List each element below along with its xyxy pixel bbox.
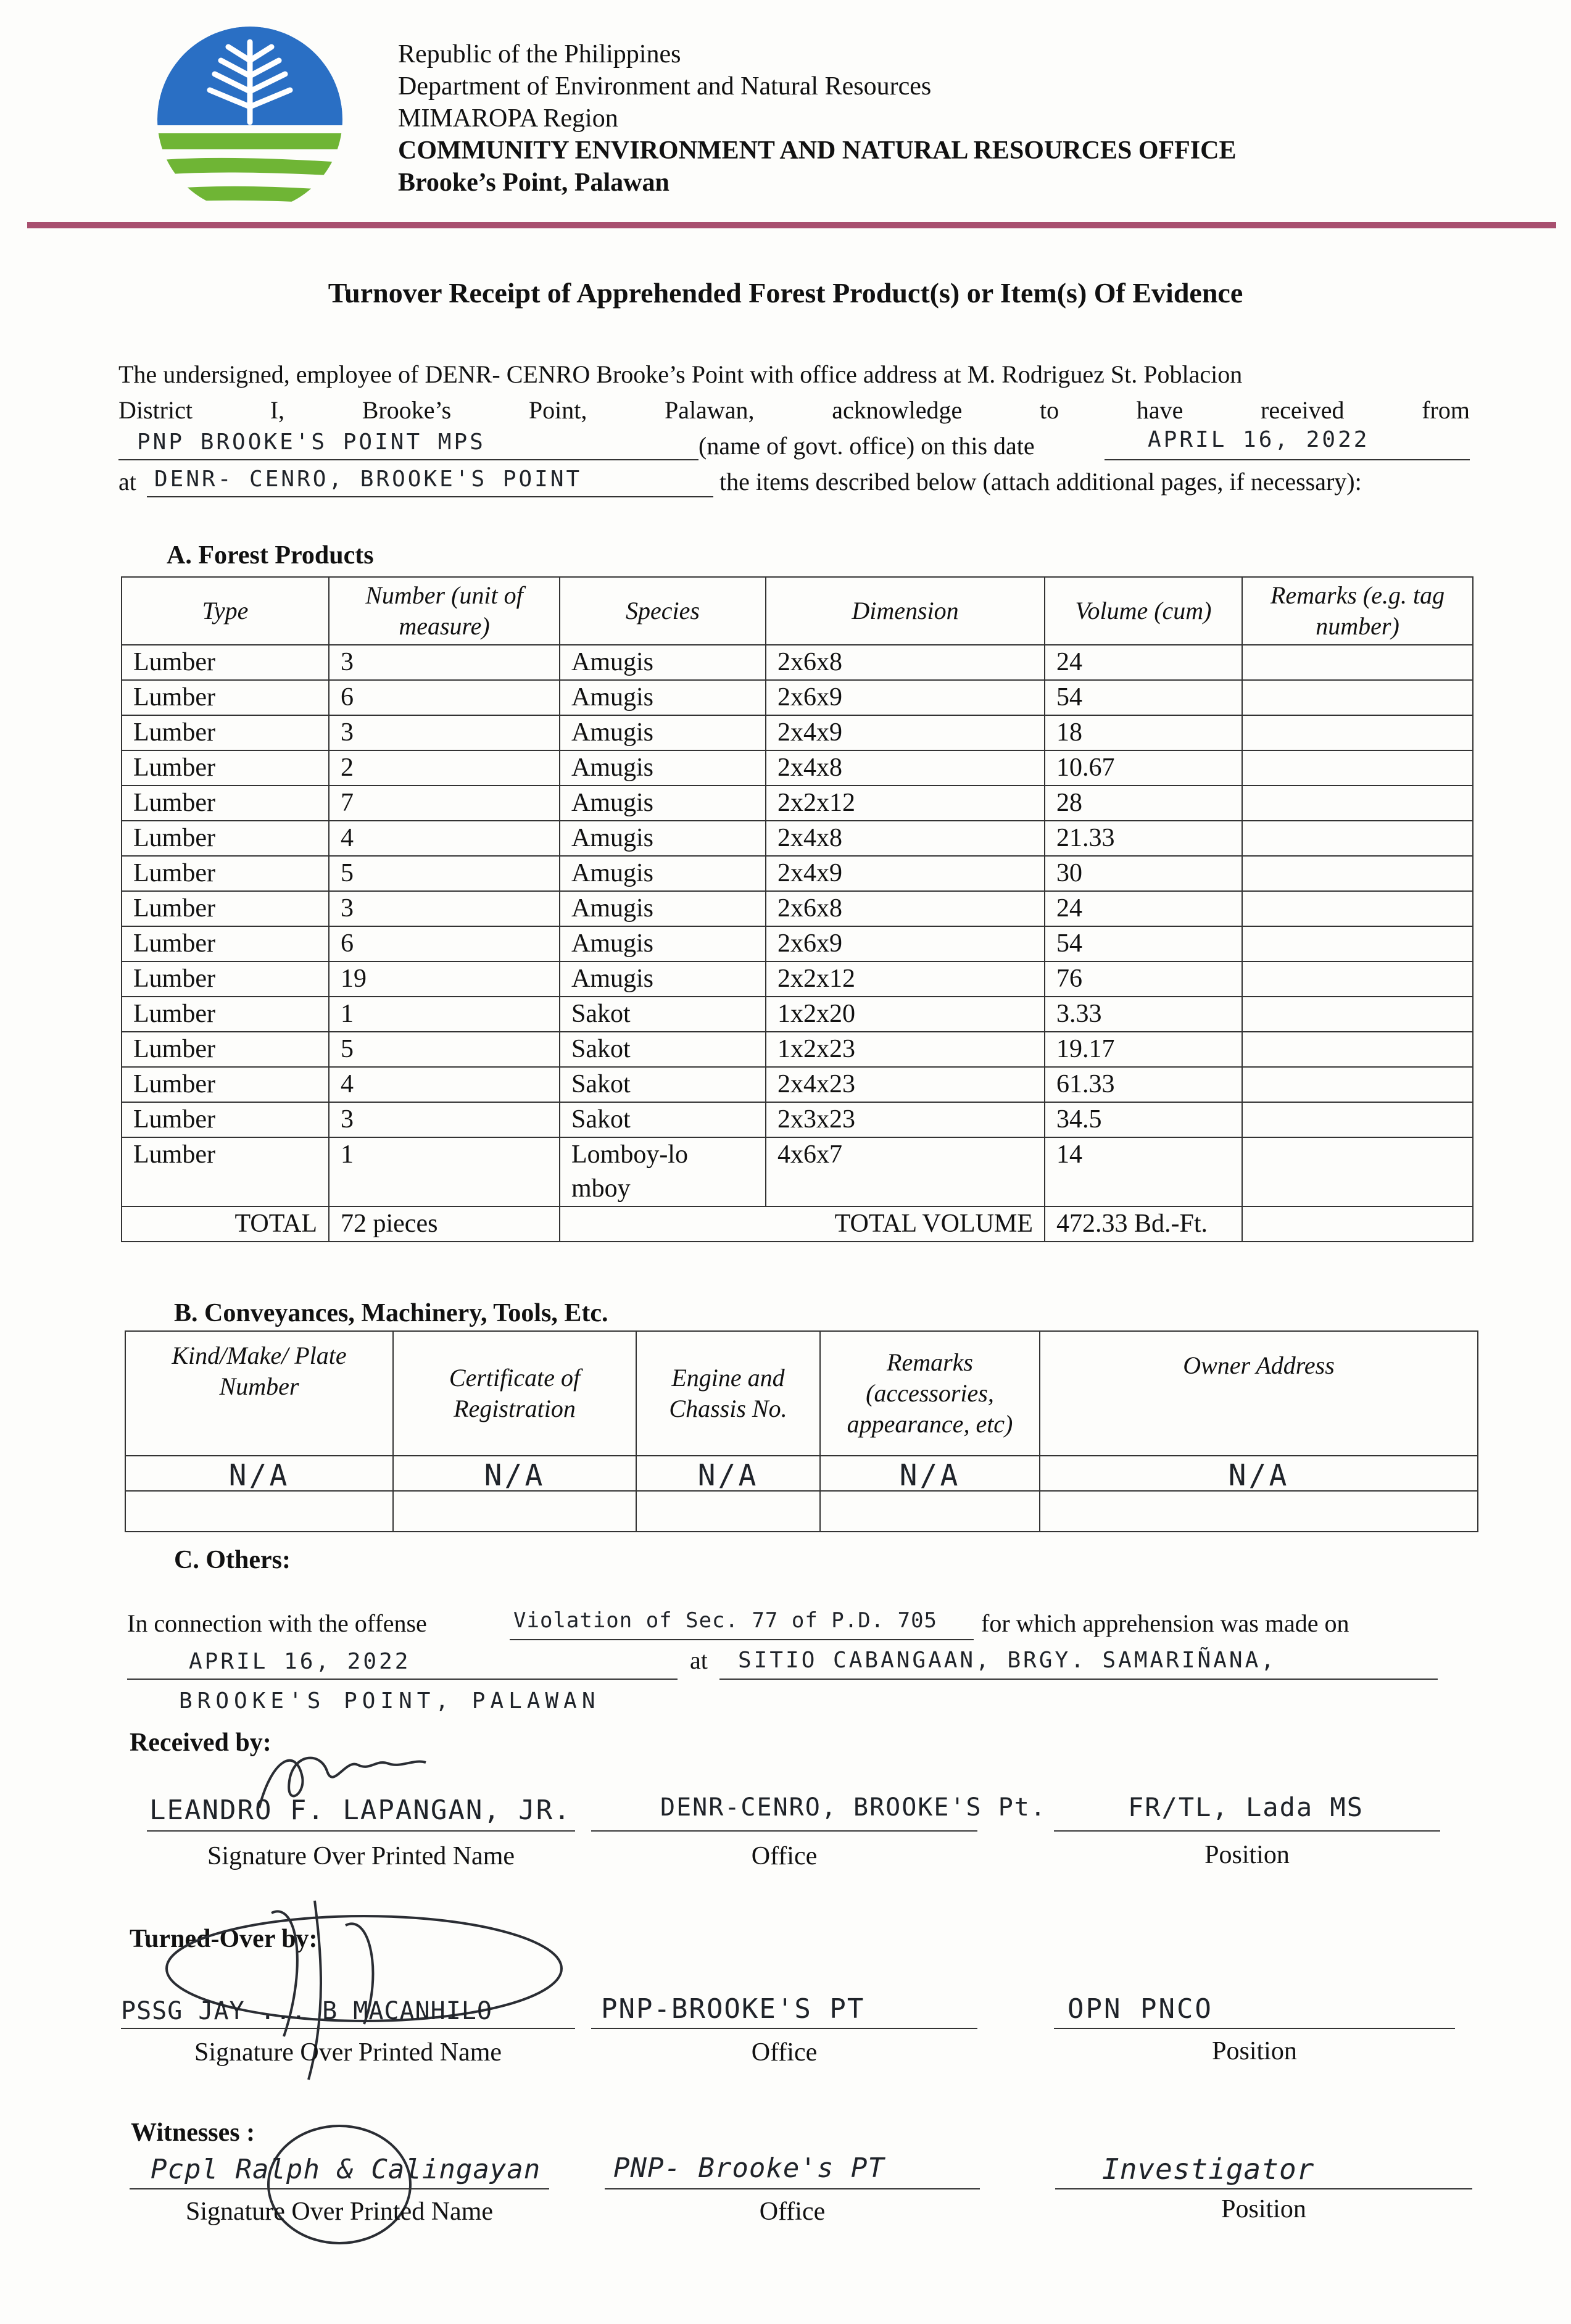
items-label: the items described below (attach additional pages, if necessary): xyxy=(719,468,1362,496)
turned-over-signature-label: Signature Over Printed Name xyxy=(194,2038,502,2067)
col-dimension: Dimension xyxy=(766,577,1045,645)
intro-word: Point, xyxy=(528,396,587,424)
offense-label: In connection with the offense xyxy=(127,1609,427,1637)
cell-type: Lumber xyxy=(122,1032,329,1067)
govt-label: (name of govt. office) on this date xyxy=(698,432,1035,460)
col-species: Species xyxy=(560,577,766,645)
table-row xyxy=(122,856,1473,891)
cell-type: Lumber xyxy=(122,1067,329,1102)
witness-office-label: Office xyxy=(759,2197,826,2226)
cell-dimension: 2x6x9 xyxy=(766,680,1045,715)
cell-type: Lumber xyxy=(122,786,329,821)
cell-number: 5 xyxy=(329,856,560,891)
forest-products-heading: A. Forest Products xyxy=(167,541,374,570)
cell-volume: 34.5 xyxy=(1045,1102,1242,1137)
offense-value: Violation of Sec. 77 of P.D. 705 xyxy=(513,1608,938,1633)
offense-field xyxy=(510,1603,974,1640)
intro-word: District xyxy=(118,396,193,424)
cell-dimension: 2x2x12 xyxy=(766,961,1045,997)
intro-word: I, xyxy=(270,396,285,424)
cell-number: 6 xyxy=(329,926,560,961)
place-field xyxy=(719,1644,1438,1680)
cell-volume: 18 xyxy=(1045,715,1242,750)
cell-remarks xyxy=(1242,1032,1473,1067)
table-row xyxy=(122,680,1473,715)
cell-remarks xyxy=(1242,786,1473,821)
cell-type: Lumber xyxy=(122,891,329,926)
table-row xyxy=(122,715,1473,750)
cell-number: 4 xyxy=(329,821,560,856)
cell-volume: 3.33 xyxy=(1045,997,1242,1032)
total-pieces: 72 pieces xyxy=(329,1206,560,1242)
intro-word: Brooke’s xyxy=(362,396,452,424)
engine-value: N/A xyxy=(636,1456,820,1491)
cell-type: Lumber xyxy=(122,715,329,750)
cell-volume: 19.17 xyxy=(1045,1032,1242,1067)
col-type: Type xyxy=(122,577,329,645)
place-line-2: BROOKE'S POINT, PALAWAN xyxy=(179,1688,600,1714)
total-volume-label: TOTAL VOLUME xyxy=(560,1206,1045,1242)
cell-number: 1 xyxy=(329,1137,560,1206)
col-engine: Engine and Chassis No. xyxy=(636,1331,820,1456)
date-value: APRIL 16, 2022 xyxy=(1148,427,1370,452)
office-line: COMMUNITY ENVIRONMENT AND NATURAL RESOURCES OFFICE xyxy=(398,136,1237,165)
conveyances-empty-row xyxy=(125,1491,1478,1532)
place-line-1: SITIO CABANGAAN, BRGY. SAMARIÑANA, xyxy=(738,1648,1277,1673)
cell-volume: 54 xyxy=(1045,926,1242,961)
cell-volume: 76 xyxy=(1045,961,1242,997)
cell-remarks xyxy=(1242,821,1473,856)
department-line: Department of Environment and Natural Resources xyxy=(398,72,932,101)
cell-remarks xyxy=(1242,926,1473,961)
col-remarks: Remarks (e.g. tag number) xyxy=(1242,577,1473,645)
cell-remarks xyxy=(1242,680,1473,715)
intro-word: from xyxy=(1422,396,1470,424)
table-row xyxy=(122,926,1473,961)
witness-signature-label: Signature Over Printed Name xyxy=(185,2197,494,2226)
cell-dimension: 2x4x8 xyxy=(766,750,1045,786)
header-rule xyxy=(27,222,1556,228)
table-row xyxy=(122,821,1473,856)
cell-species: Amugis xyxy=(560,715,766,750)
col-conv-remarks: Remarks (accessories, appearance, etc) xyxy=(820,1331,1040,1456)
cell-volume: 24 xyxy=(1045,891,1242,926)
cell-species: Amugis xyxy=(560,786,766,821)
col-volume: Volume (cum) xyxy=(1045,577,1242,645)
cell-species: Amugis xyxy=(560,645,766,680)
cell-species: Sakot xyxy=(560,1067,766,1102)
table-row xyxy=(122,645,1473,680)
conveyances-heading: B. Conveyances, Machinery, Tools, Etc. xyxy=(174,1299,608,1327)
apprehension-date-field xyxy=(127,1644,678,1680)
intro-word: to xyxy=(1039,396,1059,424)
cell-species: Amugis xyxy=(560,821,766,856)
cell-remarks xyxy=(1242,1102,1473,1137)
cell-number: 6 xyxy=(329,680,560,715)
received-office-label: Office xyxy=(751,1842,818,1870)
turned-over-position-field xyxy=(1054,1988,1455,2029)
witness-position: Investigator xyxy=(1102,2152,1315,2186)
cell-species: Lomboy-lomboy xyxy=(560,1137,766,1206)
cell-dimension: 2x4x9 xyxy=(766,856,1045,891)
cell-dimension: 2x6x8 xyxy=(766,891,1045,926)
cell-dimension: 4x6x7 xyxy=(766,1137,1045,1206)
received-name: LEANDRO F. LAPANGAN, JR. xyxy=(149,1795,571,1826)
cell-dimension: 2x4x23 xyxy=(766,1067,1045,1102)
turned-over-office-label: Office xyxy=(751,2038,818,2067)
cell-type: Lumber xyxy=(122,821,329,856)
received-office-field xyxy=(591,1787,1047,1832)
cell-species: Sakot xyxy=(560,1032,766,1067)
cell-type: Lumber xyxy=(122,961,329,997)
cell-volume: 21.33 xyxy=(1045,821,1242,856)
cell-remarks xyxy=(1242,1067,1473,1102)
forest-products-table xyxy=(121,576,1474,1242)
cell-type: Lumber xyxy=(122,750,329,786)
cell-dimension: 2x2x12 xyxy=(766,786,1045,821)
cell-dimension: 2x3x23 xyxy=(766,1102,1045,1137)
received-signature-scribble xyxy=(247,1740,444,1827)
intro-line-1: The undersigned, employee of DENR- CENRO Brooke’s Point with office address at M. Rodriguez St. Poblacion xyxy=(118,360,1243,388)
location-line: Brooke’s Point, Palawan xyxy=(398,168,669,197)
denr-logo xyxy=(148,17,352,221)
turned-over-position-label: Position xyxy=(1212,2037,1297,2065)
witness-name-field xyxy=(130,2149,549,2189)
cell-number: 1 xyxy=(329,997,560,1032)
table-header-row xyxy=(122,577,1473,645)
turned-over-name: PSSG JAY ... B MACANHILO xyxy=(121,1997,492,2025)
cell-number: 5 xyxy=(329,1032,560,1067)
at-field xyxy=(147,465,713,497)
table-row xyxy=(122,997,1473,1032)
table-row xyxy=(122,1067,1473,1102)
cell-volume: 14 xyxy=(1045,1137,1242,1206)
received-by-label: Received by: xyxy=(130,1728,272,1757)
intro-word: acknowledge xyxy=(832,396,963,424)
cell-type: Lumber xyxy=(122,645,329,680)
cell-type: Lumber xyxy=(122,1102,329,1137)
received-position: FR/TL, Lada MS xyxy=(1128,1792,1364,1822)
cell-remarks xyxy=(1242,715,1473,750)
cell-number: 3 xyxy=(329,715,560,750)
cell-species: Sakot xyxy=(560,1102,766,1137)
col-kind: Kind/Make/ Plate Number xyxy=(125,1331,393,1456)
cell-type: Lumber xyxy=(122,926,329,961)
table-row xyxy=(122,786,1473,821)
others-heading: C. Others: xyxy=(174,1546,291,1574)
cell-type: Lumber xyxy=(122,680,329,715)
apprehension-label: for which apprehension was made on xyxy=(981,1609,1349,1637)
cell-remarks xyxy=(1242,1137,1473,1206)
cell-remarks xyxy=(1242,645,1473,680)
received-position-label: Position xyxy=(1204,1841,1290,1869)
conveyances-row xyxy=(125,1456,1478,1491)
cell-type: Lumber xyxy=(122,997,329,1032)
letterhead xyxy=(398,38,1237,199)
witnesses-label: Witnesses : xyxy=(131,2119,255,2147)
cell-number: 19 xyxy=(329,961,560,997)
cell-volume: 54 xyxy=(1045,680,1242,715)
turned-over-office: PNP-BROOKE'S PT xyxy=(601,1993,865,2025)
from-value: PNP BROOKE'S POINT MPS xyxy=(137,430,486,455)
cell-type: Lumber xyxy=(122,1137,329,1206)
cell-number: 3 xyxy=(329,1102,560,1137)
cell-species: Sakot xyxy=(560,997,766,1032)
cell-number: 3 xyxy=(329,891,560,926)
cell-volume: 28 xyxy=(1045,786,1242,821)
conveyances-header-row xyxy=(125,1331,1478,1456)
cell-species: Amugis xyxy=(560,926,766,961)
apprehension-date: APRIL 16, 2022 xyxy=(189,1649,411,1674)
total-remarks xyxy=(1242,1206,1473,1242)
cell-species: Amugis xyxy=(560,891,766,926)
received-position-field xyxy=(1054,1787,1440,1832)
cell-number: 7 xyxy=(329,786,560,821)
cell-volume: 30 xyxy=(1045,856,1242,891)
kind-value: N/A xyxy=(125,1456,393,1491)
cell-volume: 24 xyxy=(1045,645,1242,680)
cell-number: 3 xyxy=(329,645,560,680)
turned-over-office-field xyxy=(591,1988,977,2029)
cell-dimension: 2x4x8 xyxy=(766,821,1045,856)
intro-word: Palawan, xyxy=(665,396,755,424)
turned-over-name-field xyxy=(121,1988,575,2029)
witness-position-field xyxy=(1055,2149,1472,2189)
conv-remarks-value: N/A xyxy=(820,1456,1040,1491)
cell-number: 2 xyxy=(329,750,560,786)
table-row xyxy=(122,1137,1473,1206)
total-volume: 472.33 Bd.-Ft. xyxy=(1045,1206,1242,1242)
col-number: Number (unit of measure) xyxy=(329,577,560,645)
cell-species: Amugis xyxy=(560,680,766,715)
cell-dimension: 2x4x9 xyxy=(766,715,1045,750)
col-certificate: Certificate of Registration xyxy=(393,1331,636,1456)
cell-remarks xyxy=(1242,856,1473,891)
witness-office: PNP- Brooke's PT xyxy=(613,2152,885,2184)
table-row xyxy=(122,961,1473,997)
table-row xyxy=(122,1032,1473,1067)
certificate-value: N/A xyxy=(393,1456,636,1491)
received-signature-label: Signature Over Printed Name xyxy=(207,1842,515,1870)
date-field xyxy=(1105,427,1470,460)
cell-remarks xyxy=(1242,750,1473,786)
region-line: MIMAROPA Region xyxy=(398,104,618,133)
witness-position-label: Position xyxy=(1221,2195,1306,2223)
turned-over-label: Turned-Over by: xyxy=(130,1925,318,1953)
total-row xyxy=(122,1206,1473,1242)
cell-number: 4 xyxy=(329,1067,560,1102)
cell-volume: 10.67 xyxy=(1045,750,1242,786)
at-label: at xyxy=(118,468,136,496)
intro-line-2 xyxy=(118,392,1470,428)
conveyances-table xyxy=(125,1330,1478,1532)
intro-word: received xyxy=(1261,396,1345,424)
intro-word: have xyxy=(1136,396,1183,424)
cell-dimension: 1x2x23 xyxy=(766,1032,1045,1067)
cell-dimension: 2x6x8 xyxy=(766,645,1045,680)
col-owner: Owner Address xyxy=(1040,1331,1478,1456)
cell-species: Amugis xyxy=(560,750,766,786)
cell-type: Lumber xyxy=(122,856,329,891)
at-value: DENR- CENRO, BROOKE'S POINT xyxy=(154,467,582,492)
owner-value: N/A xyxy=(1040,1456,1478,1491)
republic-line: Republic of the Philippines xyxy=(398,40,681,68)
received-office: DENR-CENRO, BROOKE'S Pt. xyxy=(660,1793,1047,1822)
cell-volume: 61.33 xyxy=(1045,1067,1242,1102)
table-row xyxy=(122,750,1473,786)
cell-dimension: 1x2x20 xyxy=(766,997,1045,1032)
document-title: Turnover Receipt of Apprehended Forest Product(s) or Item(s) Of Evidence xyxy=(328,277,1243,309)
from-field xyxy=(118,430,698,460)
cell-species: Amugis xyxy=(560,856,766,891)
witness-office-field xyxy=(605,2149,980,2189)
cell-remarks xyxy=(1242,891,1473,926)
turned-over-position: OPN PNCO xyxy=(1067,1993,1213,2025)
place-at-label: at xyxy=(690,1646,708,1674)
cell-remarks xyxy=(1242,997,1473,1032)
table-row xyxy=(122,891,1473,926)
witness-name: Pcpl Ralph & Calingayan xyxy=(151,2154,541,2185)
cell-dimension: 2x6x9 xyxy=(766,926,1045,961)
table-row xyxy=(122,1102,1473,1137)
total-label: TOTAL xyxy=(122,1206,329,1242)
cell-remarks xyxy=(1242,961,1473,997)
cell-species: Amugis xyxy=(560,961,766,997)
